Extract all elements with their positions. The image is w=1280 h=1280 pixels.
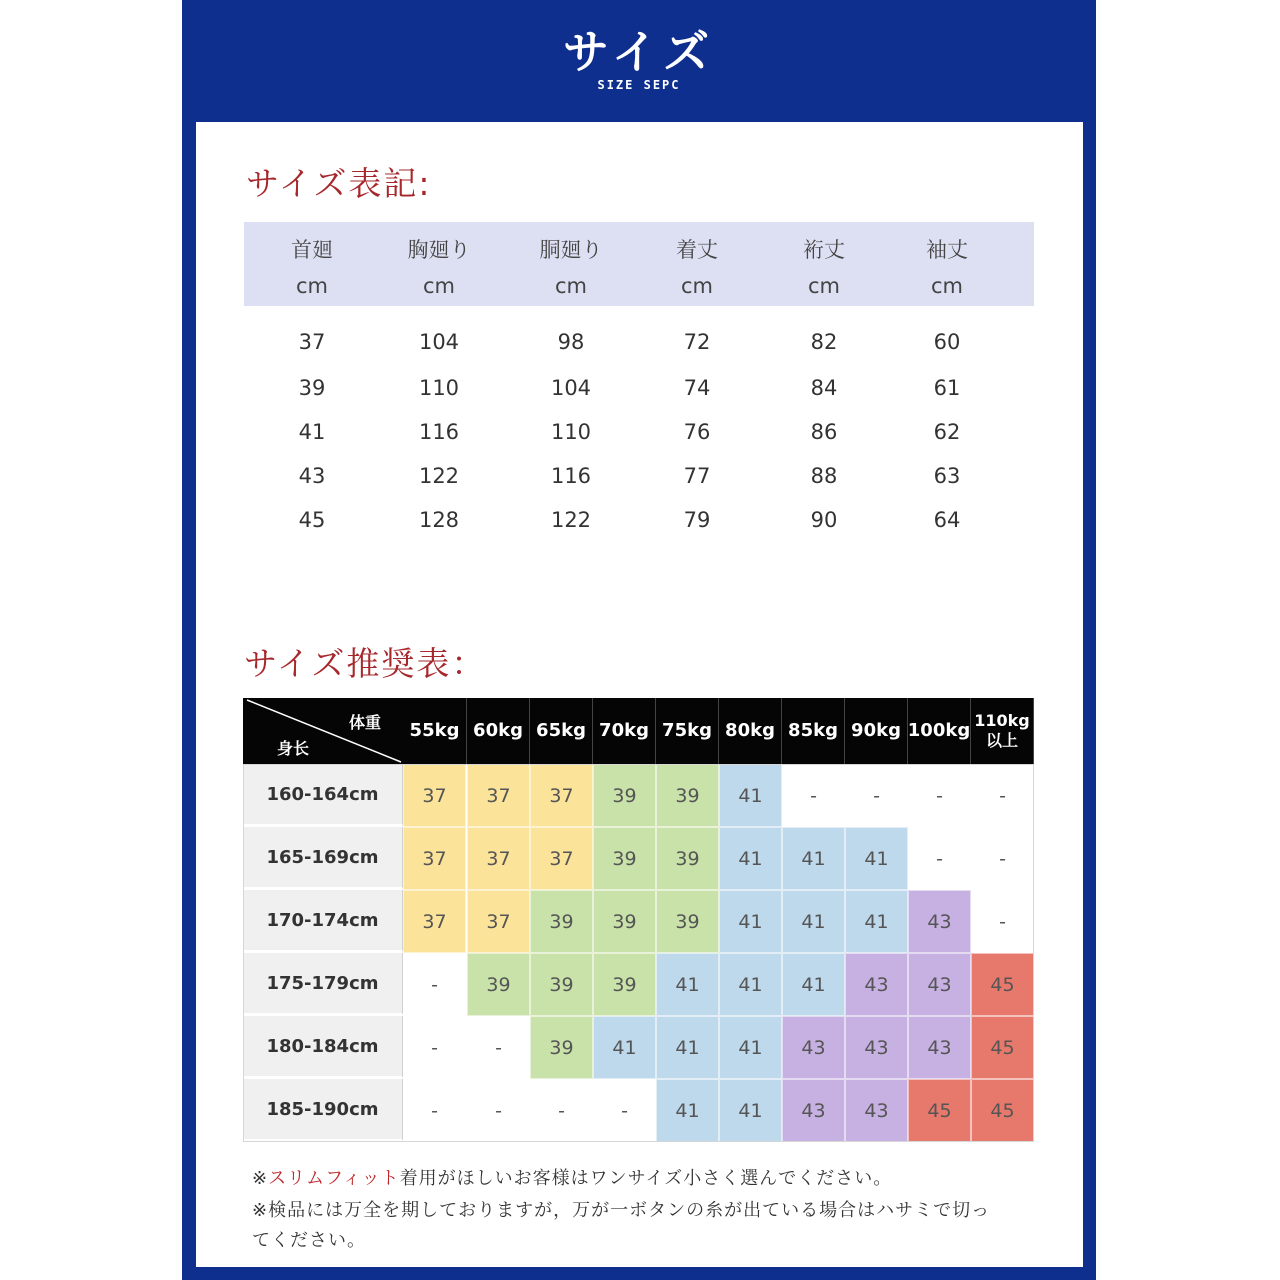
weight-header: 70kg <box>593 698 656 764</box>
size-cell: - <box>971 827 1034 890</box>
spec-cell: 63 <box>933 464 961 488</box>
size-cell: - <box>403 1079 466 1142</box>
spec-cell: 90 <box>810 508 838 532</box>
size-cell: 41 <box>656 953 719 1016</box>
spec-cell: 72 <box>683 330 711 354</box>
size-cell: 37 <box>467 827 530 890</box>
spec-cell: 122 <box>418 464 460 488</box>
spec-header-label: 裄丈 <box>803 238 845 262</box>
size-cell: - <box>593 1079 656 1142</box>
spec-cell: 116 <box>550 464 592 488</box>
size-cell: 41 <box>845 890 908 953</box>
size-cell: 37 <box>403 890 466 953</box>
size-spec-header <box>244 222 1034 306</box>
size-cell: 39 <box>593 890 656 953</box>
weight-header: 80kg <box>719 698 782 764</box>
size-cell: 39 <box>530 890 593 953</box>
spec-cell: 104 <box>550 376 592 400</box>
spec-cell: 110 <box>418 376 460 400</box>
size-recommend-table <box>243 698 1034 1142</box>
size-cell: - <box>403 953 466 1016</box>
page-title: サイズ <box>562 25 716 79</box>
spec-cell: 82 <box>810 330 838 354</box>
spec-header-unit: cm <box>807 274 840 298</box>
height-row-label: 170-174cm <box>243 890 403 952</box>
size-cell: 39 <box>530 953 593 1016</box>
size-cell: 41 <box>845 827 908 890</box>
note-prefix: ※ <box>252 1168 269 1189</box>
size-cell: 43 <box>908 1016 971 1079</box>
spec-header-unit: cm <box>554 274 587 298</box>
table-corner <box>243 698 403 764</box>
spec-header-label: 首廻 <box>291 238 333 262</box>
size-cell: - <box>467 1016 530 1079</box>
note-line-2: ※検品には万全を期しておりますが，万が一ボタンの糸が出ている場合はハサミで切っ <box>252 1200 991 1221</box>
spec-header-unit: cm <box>422 274 455 298</box>
size-cell: 37 <box>467 890 530 953</box>
spec-cell: 76 <box>683 420 711 444</box>
height-row-label: 185-190cm <box>243 1079 403 1141</box>
size-cell: 43 <box>908 953 971 1016</box>
size-cell: - <box>908 827 971 890</box>
size-cell: 41 <box>719 953 782 1016</box>
size-cell: 43 <box>782 1016 845 1079</box>
weight-header: 55kg <box>403 698 467 764</box>
spec-cell: 98 <box>557 330 585 354</box>
spec-cell: 128 <box>418 508 460 532</box>
spec-cell: 45 <box>298 508 326 532</box>
size-cell: 39 <box>593 827 656 890</box>
size-cell: 39 <box>593 764 656 827</box>
weight-header: 85kg <box>782 698 845 764</box>
size-cell: 37 <box>403 764 466 827</box>
weight-header: 65kg <box>530 698 593 764</box>
weight-header: 90kg <box>845 698 908 764</box>
size-cell: 43 <box>845 953 908 1016</box>
size-cell: 45 <box>971 1016 1034 1079</box>
spec-cell: 79 <box>683 508 711 532</box>
spec-header-unit: cm <box>295 274 328 298</box>
size-cell: 43 <box>845 1016 908 1079</box>
spec-cell: 110 <box>550 420 592 444</box>
spec-cell: 77 <box>683 464 711 488</box>
size-cell: 43 <box>782 1079 845 1142</box>
spec-header-label: 胴廻り <box>539 238 603 262</box>
size-cell: - <box>403 1016 466 1079</box>
spec-cell: 104 <box>418 330 460 354</box>
size-cell: 41 <box>656 1016 719 1079</box>
size-cell: - <box>971 890 1034 953</box>
size-cell: 41 <box>719 1016 782 1079</box>
size-cell: 43 <box>845 1079 908 1142</box>
spec-cell: 61 <box>933 376 961 400</box>
spec-cell: 84 <box>810 376 838 400</box>
size-cell: 39 <box>656 890 719 953</box>
size-cell: 45 <box>908 1079 971 1142</box>
size-cell: - <box>782 764 845 827</box>
size-cell: 39 <box>467 953 530 1016</box>
size-cell: 43 <box>908 890 971 953</box>
spec-cell: 116 <box>418 420 460 444</box>
spec-cell: 43 <box>298 464 326 488</box>
height-row-label: 175-179cm <box>243 953 403 1015</box>
height-row-label: 165-169cm <box>243 827 403 889</box>
size-cell: - <box>467 1079 530 1142</box>
note-highlight: スリムフィット <box>268 1168 400 1189</box>
spec-cell: 88 <box>810 464 838 488</box>
spec-cell: 60 <box>933 330 961 354</box>
spec-header-label: 胸廻り <box>407 238 471 262</box>
spec-cell: 62 <box>933 420 961 444</box>
page-subtitle: SIZE SEPC <box>597 78 681 92</box>
size-cell: 39 <box>656 764 719 827</box>
size-cell: - <box>530 1079 593 1142</box>
size-cell: - <box>908 764 971 827</box>
size-cell: 39 <box>530 1016 593 1079</box>
size-cell: 37 <box>530 764 593 827</box>
size-spec-title: サイズ表記: <box>246 164 432 203</box>
weight-header: 60kg <box>467 698 530 764</box>
spec-cell: 41 <box>298 420 326 444</box>
size-cell: 45 <box>971 953 1034 1016</box>
size-cell: 39 <box>593 953 656 1016</box>
size-cell: 41 <box>719 1079 782 1142</box>
spec-cell: 64 <box>933 508 961 532</box>
height-row-label: 180-184cm <box>243 1016 403 1078</box>
corner-height-label: 身长 <box>277 739 310 758</box>
spec-cell: 74 <box>683 376 711 400</box>
size-cell: - <box>971 764 1034 827</box>
spec-header-label: 着丈 <box>676 238 718 262</box>
spec-cell: 86 <box>810 420 838 444</box>
note-line-3: てください。 <box>252 1230 366 1251</box>
size-cell: 41 <box>782 953 845 1016</box>
weight-header: 75kg <box>656 698 719 764</box>
spec-cell: 37 <box>298 330 326 354</box>
size-cell: 41 <box>719 827 782 890</box>
size-cell: 39 <box>656 827 719 890</box>
size-cell: 37 <box>467 764 530 827</box>
spec-cell: 39 <box>298 376 326 400</box>
spec-header-unit: cm <box>680 274 713 298</box>
size-cell: 41 <box>593 1016 656 1079</box>
corner-weight-label: 体重 <box>348 713 381 732</box>
spec-header-label: 袖丈 <box>926 238 968 262</box>
size-cell: 41 <box>656 1079 719 1142</box>
size-cell: 41 <box>782 827 845 890</box>
size-cell: 41 <box>782 890 845 953</box>
size-cell: 37 <box>403 827 466 890</box>
weight-header: 100kg <box>908 698 971 764</box>
note-rest: 着用がほしいお客様はワンサイズ小さく選んでください。 <box>399 1168 893 1189</box>
size-cell: 41 <box>719 890 782 953</box>
size-cell: 37 <box>530 827 593 890</box>
note-line-1 <box>252 1164 892 1190</box>
weight-header: 110kg 以上 <box>971 698 1034 764</box>
spec-cell: 122 <box>550 508 592 532</box>
spec-header-unit: cm <box>930 274 963 298</box>
size-cell: 45 <box>971 1079 1034 1142</box>
size-cell: 41 <box>719 764 782 827</box>
size-cell: - <box>845 764 908 827</box>
height-row-label: 160-164cm <box>243 764 403 826</box>
size-recommend-title: サイズ推奨表： <box>244 644 487 683</box>
